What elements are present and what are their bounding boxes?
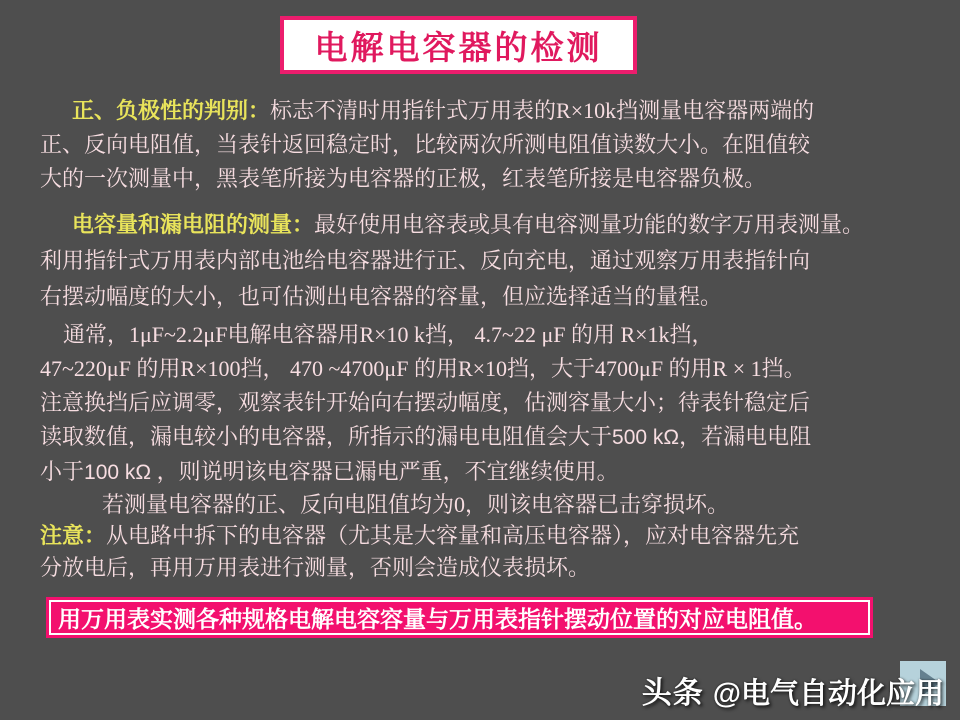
capacitance-heading: 电容量和漏电阻的测量：	[72, 212, 315, 237]
text-run: ，则说明该电容器已漏电严重，不宜继续使用。	[151, 459, 619, 484]
text-line	[40, 420, 928, 455]
text-run: 从电路中拆下的电容器（尤其是大容量和高压电容器），应对电容器先充	[106, 523, 800, 548]
text-line: 利用指针式万用表内部电池给电容器进行正、反向充电，通过观察万用表指针向	[40, 248, 811, 273]
resistance-value-100k: 100 kΩ	[84, 461, 152, 484]
polarity-heading: 正、负极性的判别：	[72, 98, 271, 123]
para-polarity	[40, 94, 928, 196]
text-line: 大的一次测量中，黑表笔所接为电容器的正极，红表笔所接是电容器负极。	[40, 166, 767, 191]
slide-title-box	[280, 16, 637, 74]
resistance-value-500k: 500 kΩ	[612, 426, 680, 449]
text-run: 标志不清时用指针式万用表的R×10k挡测量电容器两端的	[270, 98, 815, 123]
para-capacitance	[40, 207, 928, 315]
para-note	[40, 520, 928, 584]
note-heading: 注意：	[40, 523, 107, 548]
page-title: 电解电容器的检测	[314, 30, 603, 67]
para-ranges	[40, 318, 928, 490]
para-breakdown	[40, 490, 928, 520]
text-line: 47~220μF 的用R×100挡， 470 ~4700μF 的用R×10挡，大于4700μF 的用R × 1挡。	[40, 356, 806, 381]
text-line: 右摆动幅度的大小，也可估测出电容器的容量，但应选择适当的量程。	[40, 284, 723, 309]
text-run: 最好使用电容表或具有电容测量功能的数字万用表测量。	[314, 212, 865, 237]
text-run: 读取数值，漏电较小的电容器，所指示的漏电电阻值会大于	[40, 424, 613, 449]
text-line	[40, 207, 928, 243]
text-run: 小于	[40, 459, 85, 484]
slide-body	[40, 94, 928, 584]
text-line: 注意换挡后应调零，观察表针开始向右摆动幅度，估测容量大小；待表针稳定后	[40, 390, 811, 415]
bottom-banner-frame	[49, 600, 870, 635]
text-line: 正、反向电阻值，当表针返回稳定时，比较两次所测电阻值读数大小。在阻值较	[40, 132, 811, 157]
watermark	[642, 668, 944, 712]
text-line	[40, 520, 928, 552]
text-line: 若测量电容器的正、反向电阻值均为0，则该电容器已击穿损坏。	[102, 492, 730, 517]
watermark-handle: @电气自动化应用	[712, 678, 944, 710]
bottom-banner	[46, 597, 873, 638]
toutiao-brand-label: 头条	[641, 677, 704, 710]
bottom-banner-text: 用万用表实测各种规格电解电容容量与万用表指针摆动位置的对应电阻值。	[58, 607, 817, 632]
text-line	[40, 94, 928, 128]
text-run: ，若漏电电阻	[679, 424, 812, 449]
text-line: 分放电后，再用万用表进行测量，否则会造成仪表损坏。	[40, 555, 591, 580]
text-line	[40, 455, 928, 490]
text-line: 通常，1μF~2.2μF电解电容器用R×10 k挡， 4.7~22 μF 的用 R×1k挡，	[63, 322, 714, 347]
